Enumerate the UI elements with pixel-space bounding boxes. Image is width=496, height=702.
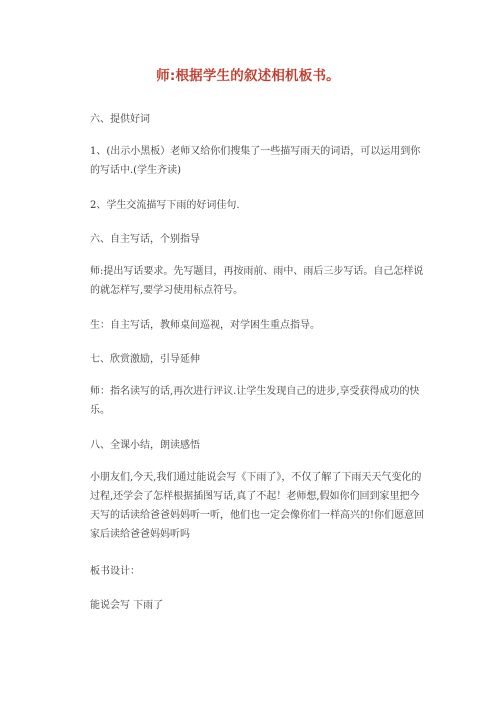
section-heading-board-design: 板书设计： (90, 566, 140, 577)
paragraph-share-sentences: 2、学生交流描写下雨的好词佳句. (90, 200, 240, 211)
paragraph-writing-requirements: 师:提出写话要求。先写题目，再按雨前、雨中、雨后三步写话。自己怎样说的就怎样写,要学习使用标点符号。 (90, 266, 424, 296)
paragraph-student-writing: 生：自主写话，教师桌间巡视，对学困生重点指导。 (90, 320, 320, 331)
paragraph-word-list: 1、(出示小黑板）老师又给你们搜集了一些描写雨天的词语，可以运用到你的写话中.(学生齐读) (90, 146, 421, 176)
section-heading-provide-words: 六、提供好词 (90, 114, 150, 125)
paragraph-reading-review: 师：指名读写的话,再次进行评议.让学生发现自己的进步,享受获得成功的快乐。 (90, 386, 420, 416)
board-design-title: 能说会写 下雨了 (90, 600, 164, 611)
page-title: 师:根据学生的叙述相机板书。 (156, 68, 340, 84)
paragraph-lesson-summary: 小朋友们,今天,我们通过能说会写《下雨了》，不仅了解了下雨天天气变化的过程,还学会了怎样根据插图写话,真了不起！老师想,假如你们回到家里把今天写的话读给爸爸妈妈听一听，他们也一定会像你们一样高兴的!你们愿意回家后读给爸爸妈妈听吗 (90, 472, 425, 540)
section-heading-writing: 六、自主写话，个别指导 (90, 234, 200, 245)
section-heading-appreciation: 七、欣赏激励，引导延伸 (90, 354, 200, 365)
section-heading-summary: 八、全课小结，朗读感悟 (90, 440, 200, 451)
